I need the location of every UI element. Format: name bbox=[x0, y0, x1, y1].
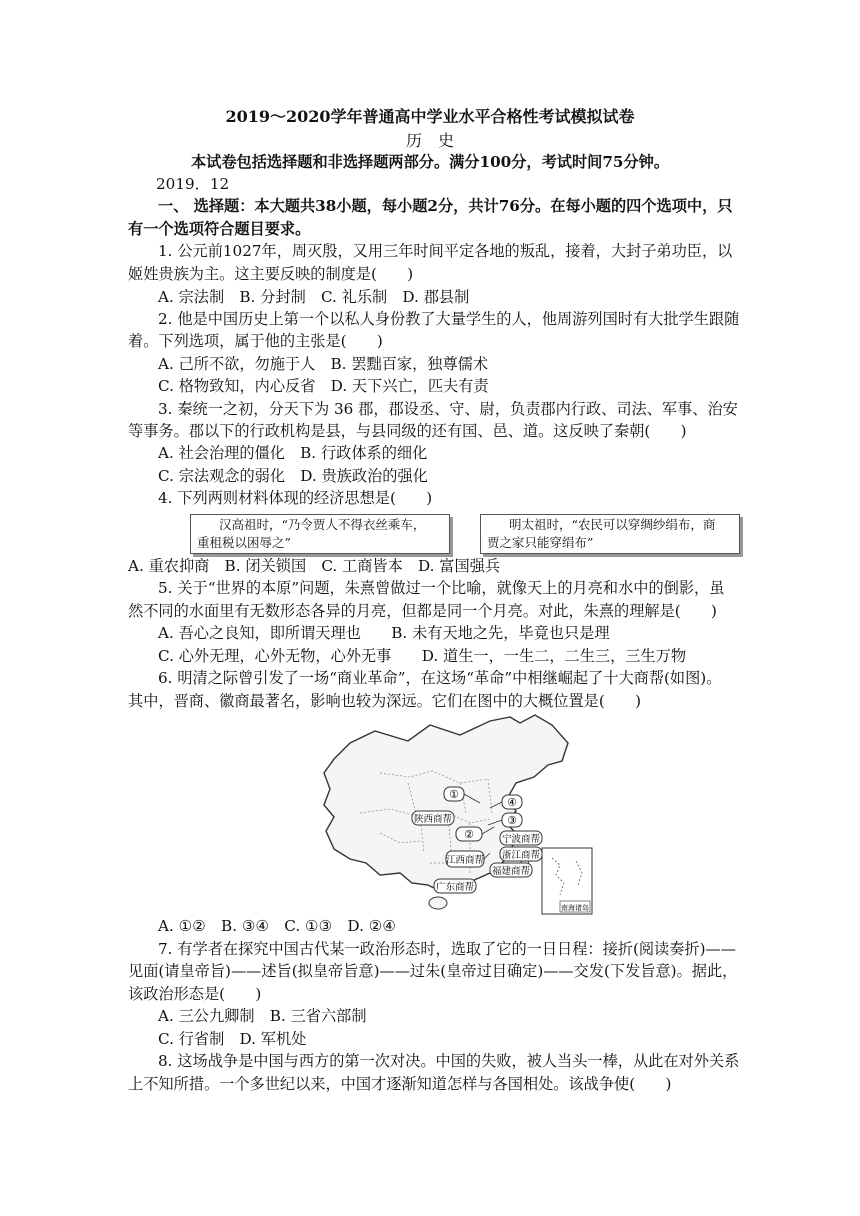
q2-options-ab: A. 己所不欲，勿施于人 B. 罢黜百家，独尊儒术 bbox=[158, 355, 489, 373]
q3-stem-line1: 3. 秦统一之初，分天下为 36 郡，郡设丞、守、尉，负责郡内行政、司法、军事、治安 bbox=[158, 400, 738, 418]
section1-heading-line1: 一、 选择题：本大题共38小题，每小题2分，共计76分。在每小题的四个选项中，只 bbox=[158, 197, 733, 215]
q8-stem-line2: 上不知所措。一个多世纪以来，中国才逐渐知道怎样与各国相处。该战争使( ) bbox=[128, 1075, 672, 1093]
q7-stem-line3: 该政治形态是( ) bbox=[128, 985, 262, 1003]
q7-stem-line1: 7. 有学者在探究中国古代某一政治形态时，选取了它的一日日程：接折(阅读奏折)—— bbox=[158, 940, 736, 958]
map-label-zhejiang bbox=[500, 847, 542, 861]
svg-text:宁波商帮: 宁波商帮 bbox=[501, 834, 541, 845]
q1-stem-line2: 姬姓贵族为主。这主要反映的制度是( ) bbox=[128, 265, 414, 283]
q6-stem-line2: 其中，晋商、徽商最著名，影响也较为深远。它们在图中的大概位置是( ) bbox=[128, 692, 642, 710]
map-label-c3 bbox=[502, 813, 522, 827]
exam-date: 2019．12 bbox=[156, 175, 230, 193]
q8-stem-line1: 8. 这场战争是中国与西方的第一次对决。中国的失败，被人当头一棒，从此在对外关系 bbox=[158, 1052, 740, 1070]
svg-text:浙江商帮: 浙江商帮 bbox=[501, 850, 541, 861]
merchant-guild-map bbox=[320, 713, 620, 918]
exam-title: 2019～2020学年普通高中学业水平合格性考试模拟试卷 bbox=[225, 107, 635, 126]
south-sea-inset bbox=[542, 848, 592, 914]
svg-text:江西商帮: 江西商帮 bbox=[445, 855, 485, 866]
q4-material-1-line1: 汉高祖时，“乃令贾人不得衣丝乘车， bbox=[219, 517, 426, 532]
svg-text:④: ④ bbox=[507, 796, 517, 809]
q5-stem-line1: 5. 关于“世界的本原”问题，朱熹曾做过一个比喻，就像天上的月亮和水中的倒影，虽 bbox=[158, 579, 725, 597]
section1-heading-line2: 有一个选项符合题目要求。 bbox=[128, 220, 311, 238]
instructions: 本试卷包括选择题和非选择题两部分。满分100分，考试时间75分钟。 bbox=[190, 153, 670, 171]
map-label-c2 bbox=[456, 827, 482, 841]
q7-options-ab: A. 三公九卿制 B. 三省六部制 bbox=[158, 1007, 367, 1025]
subject-title: 历 史 bbox=[405, 131, 454, 150]
q6-options: A. ①② B. ③④ C. ①③ D. ②④ bbox=[158, 917, 396, 935]
map-label-shaanxi bbox=[412, 811, 454, 825]
map-label-c1 bbox=[444, 787, 464, 801]
q7-options-cd: C. 行省制 D. 军机处 bbox=[158, 1030, 307, 1048]
map-label-c4 bbox=[502, 795, 522, 809]
map-label-ningbo bbox=[500, 831, 542, 845]
svg-text:①: ① bbox=[449, 788, 459, 801]
svg-text:广东商帮: 广东商帮 bbox=[435, 882, 475, 893]
q4-options: A. 重农抑商 B. 闭关锁国 C. 工商皆本 D. 富国强兵 bbox=[128, 557, 501, 575]
q6-stem-line1: 6. 明清之际曾引发了一场“商业革命”，在这场“革命”中相继崛起了十大商帮(如图)。 bbox=[158, 669, 722, 687]
map-label-guangdong bbox=[434, 879, 476, 893]
q7-stem-line2: 见面(请皇帝旨)——述旨(拟皇帝旨意)——过朱(皇帝过目确定)——交发(下发旨意)。据此， bbox=[128, 962, 738, 980]
q2-stem-line1: 2. 他是中国历史上第一个以私人身份教了大量学生的人，他周游列国时有大批学生跟随 bbox=[158, 310, 740, 328]
q1-stem-line1: 1. 公元前1027年，周灭殷，又用三年时间平定各地的叛乱，接着，大封子弟功臣，以 bbox=[158, 242, 733, 260]
svg-text:福建商帮: 福建商帮 bbox=[491, 866, 531, 877]
q4-material-2-line1: 明太祖时，“农民可以穿绸纱绢布，商 bbox=[509, 517, 716, 532]
q3-options-cd: C. 宗法观念的弱化 D. 贵族政治的强化 bbox=[158, 467, 428, 485]
q1-options: A. 宗法制 B. 分封制 C. 礼乐制 D. 郡县制 bbox=[158, 288, 470, 306]
map-label-jiangxi bbox=[446, 851, 484, 867]
q5-stem-line2: 然不同的水面里有无数形态各异的月亮，但都是同一个月亮。对此，朱熹的理解是( ) bbox=[128, 602, 717, 620]
q4-stem: 4. 下列两则材料体现的经济思想是( ) bbox=[158, 489, 433, 507]
q5-options-cd: C. 心外无理，心外无物，心外无事 D. 道生一，一生二，二生三，三生万物 bbox=[158, 647, 687, 665]
q3-stem-line2: 等事务。郡以下的行政机构是县，与县同级的还有国、邑、道。这反映了秦朝( ) bbox=[128, 422, 687, 440]
svg-text:陕西商帮: 陕西商帮 bbox=[413, 814, 453, 825]
map-label-fujian bbox=[490, 863, 532, 877]
q4-material-box-2 bbox=[480, 514, 740, 554]
svg-text:③: ③ bbox=[507, 814, 517, 827]
svg-text:②: ② bbox=[464, 828, 474, 841]
q5-options-ab: A. 吾心之良知，即所谓天理也 B. 未有天地之先，毕竟也只是理 bbox=[158, 624, 610, 642]
svg-text:南海诸岛: 南海诸岛 bbox=[561, 904, 589, 912]
q2-options-cd: C. 格物致知，内心反省 D. 天下兴亡，匹夫有责 bbox=[158, 377, 489, 395]
q2-stem-line2: 着。下列选项，属于他的主张是( ) bbox=[128, 332, 383, 350]
q4-material-box-1 bbox=[190, 514, 450, 554]
q3-options-ab: A. 社会治理的僵化 B. 行政体系的细化 bbox=[158, 444, 428, 462]
hainan-island bbox=[429, 897, 447, 909]
q4-material-1-line2: 重租税以困辱之” bbox=[197, 535, 291, 550]
q4-material-2-line2: 贾之家只能穿绢布” bbox=[487, 535, 594, 550]
